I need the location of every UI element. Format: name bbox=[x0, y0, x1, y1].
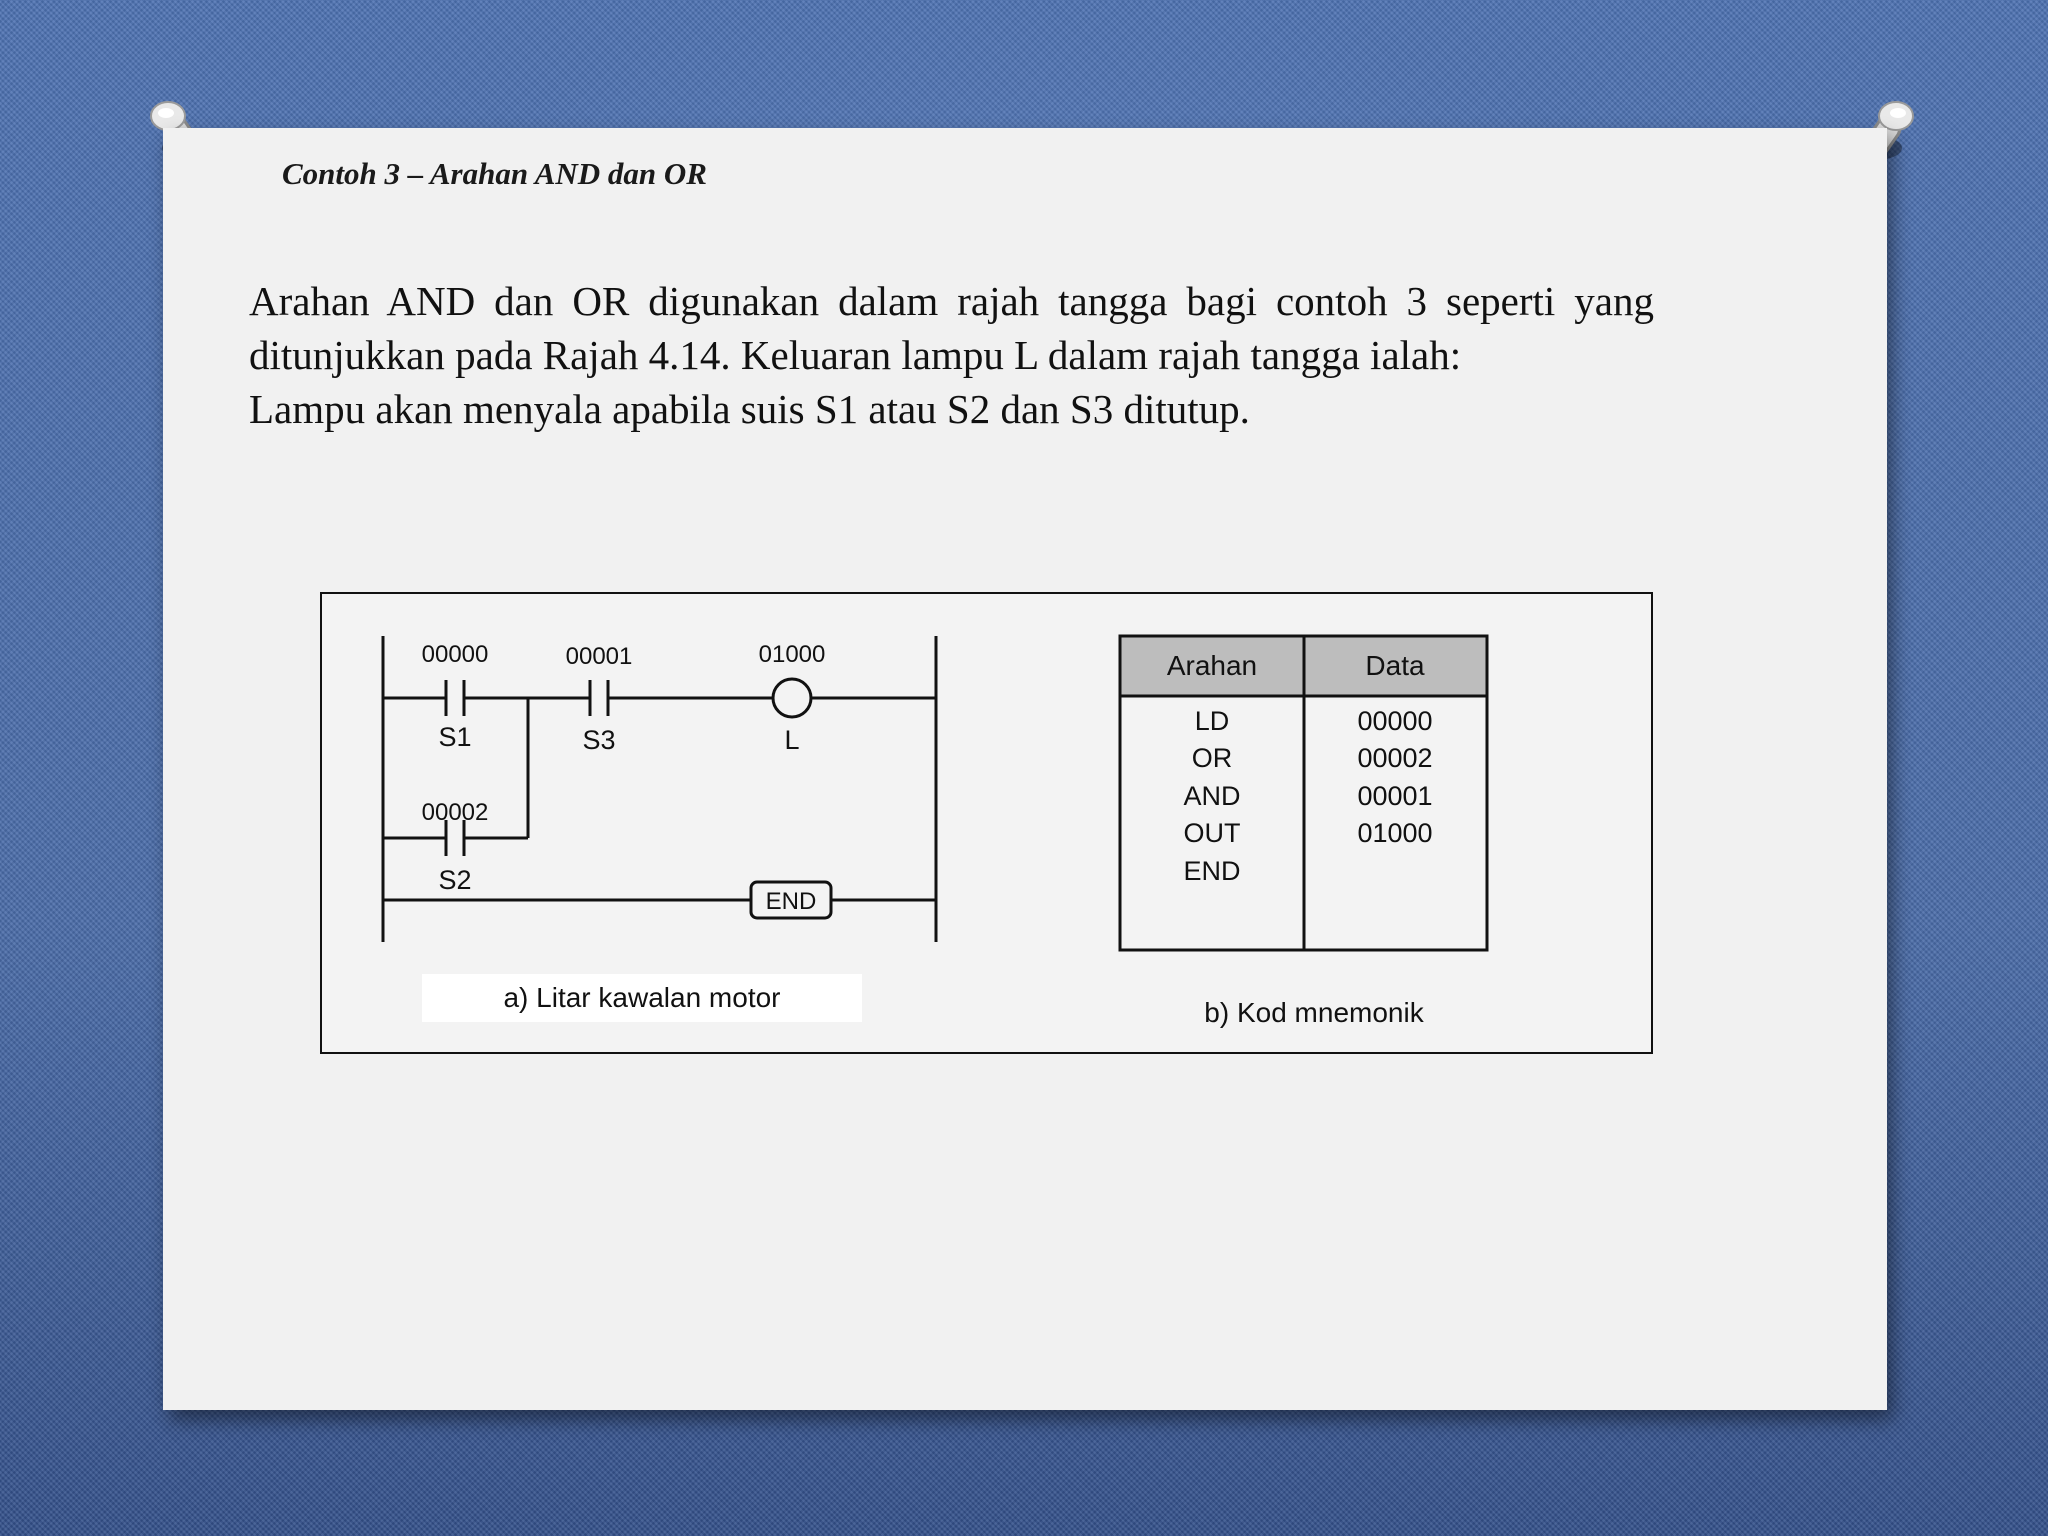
coil-l-address: 01000 bbox=[758, 641, 826, 668]
mnemonic-caption: b) Kod mnemonik bbox=[1204, 997, 1424, 1028]
table-cell-instruction: END bbox=[1183, 856, 1241, 886]
contact-s2-address: 00002 bbox=[421, 799, 489, 826]
table-cell-instruction: OR bbox=[1191, 743, 1233, 773]
table-cell-data: 00002 bbox=[1357, 743, 1433, 773]
slide-body bbox=[249, 274, 1654, 436]
coil-l-icon bbox=[773, 679, 811, 717]
slide-title: Contoh 3 – Arahan AND dan OR bbox=[282, 156, 707, 191]
contact-s3-label: S3 bbox=[582, 725, 616, 755]
table-header-data: Data bbox=[1365, 650, 1425, 681]
table-cell-data: 00001 bbox=[1357, 781, 1433, 811]
table-cell-instruction: AND bbox=[1183, 781, 1241, 811]
table-cell-data: 00000 bbox=[1357, 706, 1433, 736]
contact-s2-label: S2 bbox=[438, 865, 472, 895]
table-header-arahan: Arahan bbox=[1166, 650, 1258, 681]
body-paragraph-1: Arahan AND dan OR digunakan dalam rajah tangga bagi contoh 3 seperti yang ditunjukkan pada Rajah 4.14. Keluaran lampu L dalam rajah tangga ialah: bbox=[249, 278, 1654, 378]
coil-l-label: L bbox=[784, 725, 800, 755]
ladder-diagram bbox=[383, 636, 936, 942]
contact-s1-address: 00000 bbox=[421, 641, 489, 668]
figure-rajah bbox=[320, 592, 1653, 1054]
ladder-caption: a) Litar kawalan motor bbox=[503, 982, 781, 1013]
end-instruction-label: END bbox=[765, 888, 817, 915]
table-cell-instruction: LD bbox=[1194, 706, 1230, 736]
body-paragraph-2: Lampu akan menyala apabila suis S1 atau S2 dan S3 ditutup. bbox=[249, 386, 1250, 432]
contact-s1-label: S1 bbox=[438, 722, 472, 752]
table-cell-data: 01000 bbox=[1357, 818, 1433, 848]
figure-svg bbox=[322, 594, 1651, 1052]
table-cell-instruction: OUT bbox=[1183, 818, 1241, 848]
contact-s3-address: 00001 bbox=[565, 643, 633, 670]
